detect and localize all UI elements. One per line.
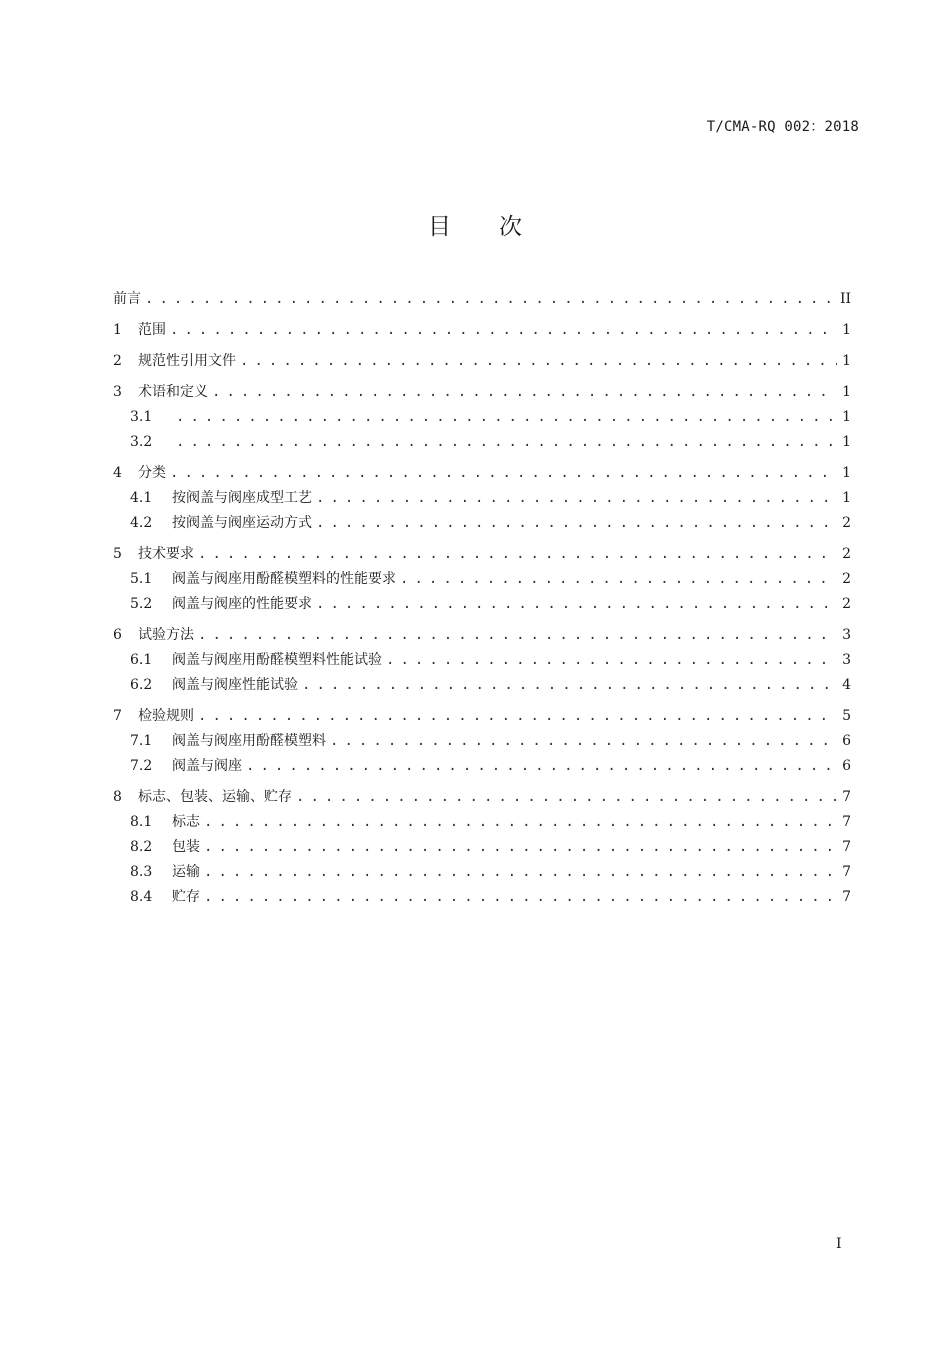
- toc-entry-number: 8.2: [130, 839, 153, 855]
- toc-entry-page: 1: [842, 384, 851, 400]
- toc-entry[interactable]: [113, 486, 851, 511]
- toc-entry-label: 按阀盖与阀座成型工艺: [172, 490, 312, 506]
- table-of-contents: [113, 287, 851, 910]
- toc-entry-label: 技术要求: [138, 546, 194, 562]
- toc-entry-number: 7.1: [130, 733, 153, 749]
- toc-entry-page: 1: [842, 353, 851, 369]
- toc-entry-label: 分类: [138, 465, 166, 481]
- toc-entry-page: 6: [842, 733, 851, 749]
- toc-entry-number: 6.2: [130, 677, 153, 693]
- toc-entry-page: 7: [842, 789, 851, 805]
- toc-entry-label: 阀盖与阀座的性能要求: [172, 596, 312, 612]
- toc-dot-leader: [198, 542, 837, 567]
- toc-entry-label: 规范性引用文件: [138, 353, 236, 369]
- toc-entry[interactable]: [113, 511, 851, 536]
- toc-entry-page: II: [839, 291, 851, 307]
- toc-entry-number: 3.2: [130, 434, 153, 450]
- toc-entry[interactable]: [113, 754, 851, 779]
- toc-entry-page: 6: [842, 758, 851, 774]
- toc-entry-page: 5: [842, 708, 851, 724]
- toc-entry[interactable]: [113, 810, 851, 835]
- toc-entry-page: 7: [842, 864, 851, 880]
- title-char-2: 次: [499, 214, 522, 240]
- toc-entry-number: 8: [113, 789, 122, 805]
- toc-entry[interactable]: [113, 704, 851, 729]
- toc-dot-leader: [386, 648, 837, 673]
- toc-entry[interactable]: [113, 673, 851, 698]
- toc-entry-number: 8.1: [130, 814, 153, 830]
- toc-entry-number: 5: [113, 546, 122, 562]
- toc-dot-leader: [204, 835, 837, 860]
- toc-entry-label: 术语和定义: [138, 384, 208, 400]
- toc-entry-page: 3: [842, 627, 851, 643]
- toc-entry-page: 1: [842, 465, 851, 481]
- toc-dot-leader: [145, 287, 836, 312]
- toc-entry-number: 2: [113, 353, 122, 369]
- toc-dot-leader: [170, 318, 837, 343]
- toc-entry-label: 贮存: [172, 889, 200, 905]
- toc-entry[interactable]: [113, 405, 851, 430]
- toc-entry[interactable]: [113, 885, 851, 910]
- toc-entry-number: 8.3: [130, 864, 153, 880]
- toc-entry-page: 1: [842, 322, 851, 338]
- toc-entry[interactable]: [113, 318, 851, 343]
- toc-dot-leader: [204, 810, 837, 835]
- toc-entry-label: 阀盖与阀座用酚醛模塑料性能试验: [172, 652, 382, 668]
- toc-entry-number: 5.2: [130, 596, 153, 612]
- toc-entry-number: 4: [113, 465, 122, 481]
- toc-dot-leader: [330, 729, 837, 754]
- page-title: [0, 208, 950, 241]
- toc-entry-label: 按阀盖与阀座运动方式: [172, 515, 312, 531]
- toc-dot-leader: [400, 567, 837, 592]
- toc-entry-label: 阀盖与阀座用酚醛模塑料: [172, 733, 326, 749]
- toc-entry[interactable]: [113, 860, 851, 885]
- toc-entry-number: 4.1: [130, 490, 153, 506]
- toc-entry-page: 2: [842, 546, 851, 562]
- toc-entry-label: 标志、包装、运输、贮存: [138, 789, 292, 805]
- toc-dot-leader: [296, 785, 837, 810]
- toc-entry-label: 试验方法: [138, 627, 194, 643]
- toc-entry-page: 1: [842, 434, 851, 450]
- toc-entry[interactable]: [113, 349, 851, 374]
- toc-entry-label: 包装: [172, 839, 200, 855]
- toc-entry[interactable]: [113, 835, 851, 860]
- toc-dot-leader: [204, 860, 837, 885]
- toc-entry[interactable]: [113, 623, 851, 648]
- toc-dot-leader: [316, 592, 837, 617]
- toc-dot-leader: [198, 704, 837, 729]
- toc-entry-label: 前言: [113, 291, 141, 307]
- toc-dot-leader: [170, 461, 837, 486]
- toc-entry-number: 7.2: [130, 758, 153, 774]
- toc-entry[interactable]: [113, 380, 851, 405]
- toc-entry[interactable]: [113, 430, 851, 455]
- toc-entry-number: 8.4: [130, 889, 153, 905]
- toc-dot-leader: [212, 380, 837, 405]
- toc-entry-page: 3: [842, 652, 851, 668]
- toc-entry[interactable]: [113, 785, 851, 810]
- toc-dot-leader: [316, 511, 837, 536]
- footer-page-number: I: [836, 1236, 842, 1252]
- toc-entry-label: 阀盖与阀座性能试验: [172, 677, 298, 693]
- toc-entry-page: 7: [842, 814, 851, 830]
- toc-entry-number: 5.1: [130, 571, 153, 587]
- toc-dot-leader: [240, 349, 837, 374]
- toc-entry-label: 阀盖与阀座: [172, 758, 242, 774]
- toc-entry[interactable]: [113, 648, 851, 673]
- toc-entry-label: 标志: [172, 814, 200, 830]
- standard-code: T/CMA-RQ 002：2018: [706, 119, 859, 135]
- toc-dot-leader: [316, 486, 837, 511]
- toc-dot-leader: [302, 673, 837, 698]
- toc-entry-page: 7: [842, 889, 851, 905]
- toc-entry-page: 2: [842, 571, 851, 587]
- toc-dot-leader: [204, 885, 837, 910]
- toc-entry-page: 4: [842, 677, 851, 693]
- toc-dot-leader: [176, 405, 837, 430]
- toc-entry-label: 范围: [138, 322, 166, 338]
- toc-entry[interactable]: [113, 461, 851, 486]
- toc-entry-number: 1: [113, 322, 122, 338]
- toc-dot-leader: [246, 754, 837, 779]
- toc-entry[interactable]: [113, 592, 851, 617]
- toc-entry-page: 2: [842, 596, 851, 612]
- toc-entry-label: 运输: [172, 864, 200, 880]
- title-char-1: 目: [428, 214, 451, 240]
- toc-entry-page: 1: [842, 409, 851, 425]
- toc-dot-leader: [198, 623, 837, 648]
- toc-entry[interactable]: [113, 567, 851, 592]
- toc-entry[interactable]: [113, 542, 851, 567]
- toc-entry-page: 1: [842, 490, 851, 506]
- toc-entry-number: 3.1: [130, 409, 153, 425]
- toc-entry-number: 7: [113, 708, 122, 724]
- toc-entry-page: 2: [842, 515, 851, 531]
- toc-entry-number: 6: [113, 627, 122, 643]
- toc-entry-number: 3: [113, 384, 122, 400]
- toc-entry-page: 7: [842, 839, 851, 855]
- toc-entry-number: 6.1: [130, 652, 153, 668]
- toc-entry[interactable]: [113, 287, 851, 312]
- toc-entry[interactable]: [113, 729, 851, 754]
- toc-entry-number: 4.2: [130, 515, 153, 531]
- toc-entry-label: 阀盖与阀座用酚醛模塑料的性能要求: [172, 571, 396, 587]
- toc-entry-label: 检验规则: [138, 708, 194, 724]
- toc-dot-leader: [176, 430, 837, 455]
